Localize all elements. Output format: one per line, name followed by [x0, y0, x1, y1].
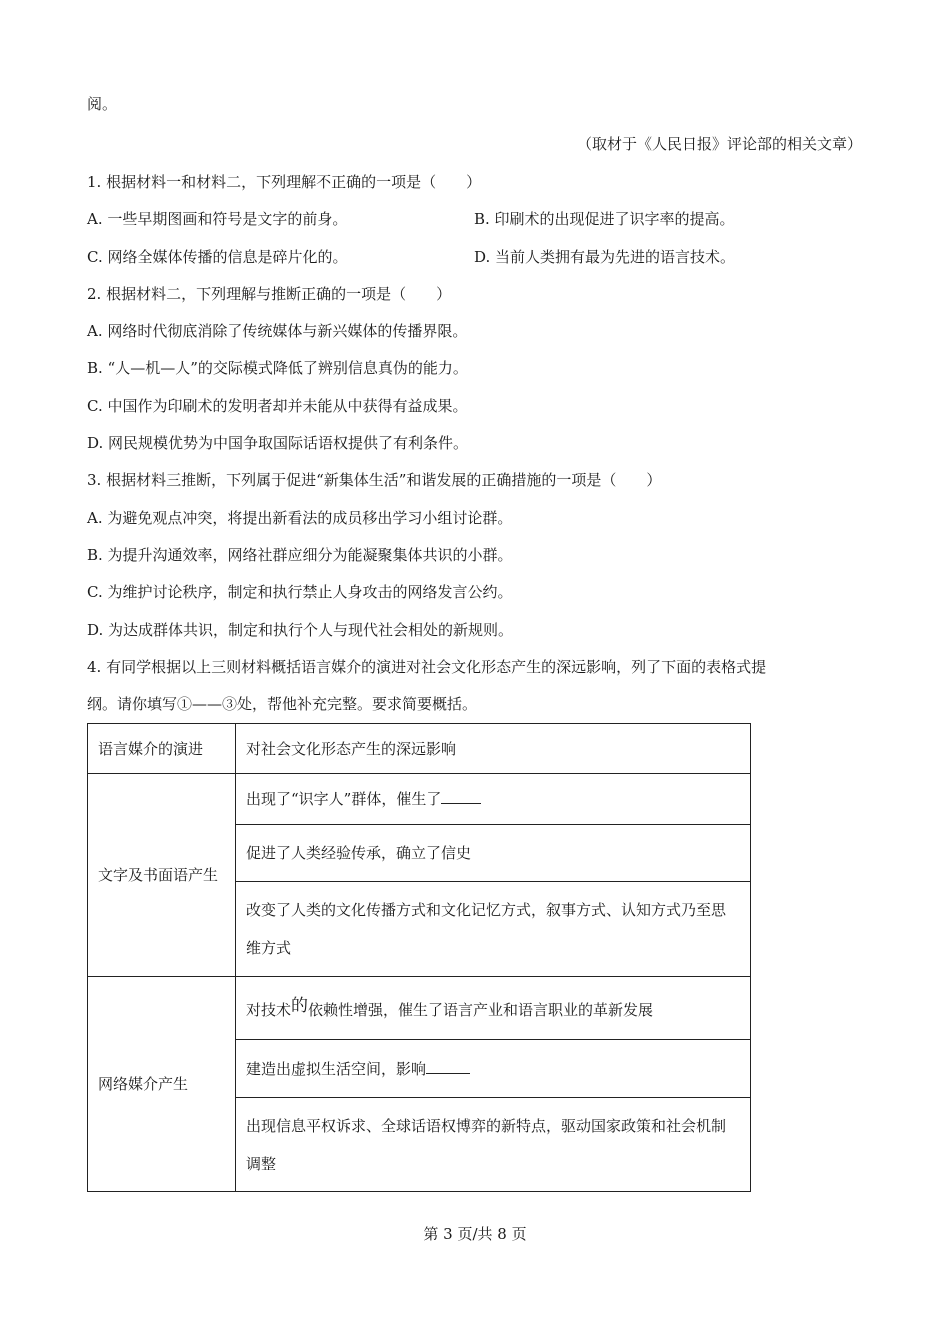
group-writing-label: 文字及书面语产生: [88, 774, 236, 977]
q1-option-b: B. 印刷术的出现促进了识字率的提高。: [474, 210, 735, 228]
question-1-stem: 1. 根据材料一和材料二，下列理解不正确的一项是（ ）: [87, 173, 482, 191]
q2-option-b: B. “人—机—人”的交际模式降低了辨别信息真伪的能力。: [87, 359, 468, 377]
network-impact-1: [236, 977, 751, 1040]
q2-option-d: D. 网民规模优势为中国争取国际话语权提供了有利条件。: [87, 434, 469, 452]
writing-impact-3: 改变了人类的文化传播方式和文化记忆方式，叙事方式、认知方式乃至思维方式: [236, 882, 751, 977]
question-2-stem: 2. 根据材料二，下列理解与推断正确的一项是（ ）: [87, 285, 452, 303]
answer-blank-1[interactable]: [441, 789, 481, 804]
network-impact-1-post: 依赖性增强，催生了语言产业和语言职业的革新发展: [308, 1001, 654, 1019]
outline-table: [87, 723, 751, 1192]
network-impact-3: 出现信息平权诉求、全球话语权博弈的新特点，驱动国家政策和社会机制调整: [236, 1098, 751, 1192]
q2-option-a: A. 网络时代彻底消除了传统媒体与新兴媒体的传播界限。: [87, 322, 468, 340]
question-4-stem-line2: 纲。请你填写①——③处，帮他补充完整。要求简要概括。: [87, 695, 478, 713]
writing-impact-1-text: 出现了“识字人”群体，催生了: [246, 790, 442, 808]
answer-blank-2[interactable]: [426, 1059, 470, 1074]
header-media-evolution: 语言媒介的演进: [88, 724, 236, 774]
writing-impact-2: 促进了人类经验传承，确立了信史: [236, 825, 751, 882]
q3-option-d: D. 为达成群体共识，制定和执行个人与现代社会相处的新规则。: [87, 621, 514, 639]
network-impact-2-text: 建造出虚拟生活空间，影响: [246, 1059, 427, 1078]
writing-impact-1: [236, 774, 751, 825]
table-header-row: [88, 724, 751, 774]
q3-option-b: B. 为提升沟通效率，网络社群应细分为能凝聚集体共识的小群。: [87, 546, 513, 564]
q3-option-a: A. 为避免观点冲突，将提出新看法的成员移出学习小组讨论群。: [87, 509, 513, 527]
question-3-stem: 3. 根据材料三推断，下列属于促进“新集体生活”和谐发展的正确措施的一项是（ ）: [87, 471, 662, 489]
network-impact-1-sup: 的: [291, 996, 309, 1016]
network-impact-1-pre: 对技术: [246, 1001, 292, 1019]
q1-option-c: C. 网络全媒体传播的信息是碎片化的。: [87, 248, 348, 266]
table-row: [88, 774, 751, 825]
q3-option-c: C. 为维护讨论秩序，制定和执行禁止人身攻击的网络发言公约。: [87, 583, 513, 601]
continued-paragraph-end: 阅。: [87, 95, 118, 113]
question-4-stem-line1: 4. 有同学根据以上三则材料概括语言媒介的演进对社会文化形态产生的深远影响，列了下面的表格式提: [87, 658, 767, 676]
group-network-label: 网络媒介产生: [88, 977, 236, 1192]
network-impact-2: [236, 1040, 751, 1098]
table-row: [88, 977, 751, 1040]
q2-option-c: C. 中国作为印刷术的发明者却并未能从中获得有益成果。: [87, 397, 468, 415]
source-note: （取材于《人民日报》评论部的相关文章）: [576, 135, 862, 153]
page-footer: 第 3 页/共 8 页: [423, 1225, 527, 1243]
q1-option-d: D. 当前人类拥有最为先进的语言技术。: [474, 248, 736, 266]
header-social-impact: 对社会文化形态产生的深远影响: [236, 724, 751, 774]
q1-option-a: A. 一些早期图画和符号是文字的前身。: [87, 210, 348, 228]
